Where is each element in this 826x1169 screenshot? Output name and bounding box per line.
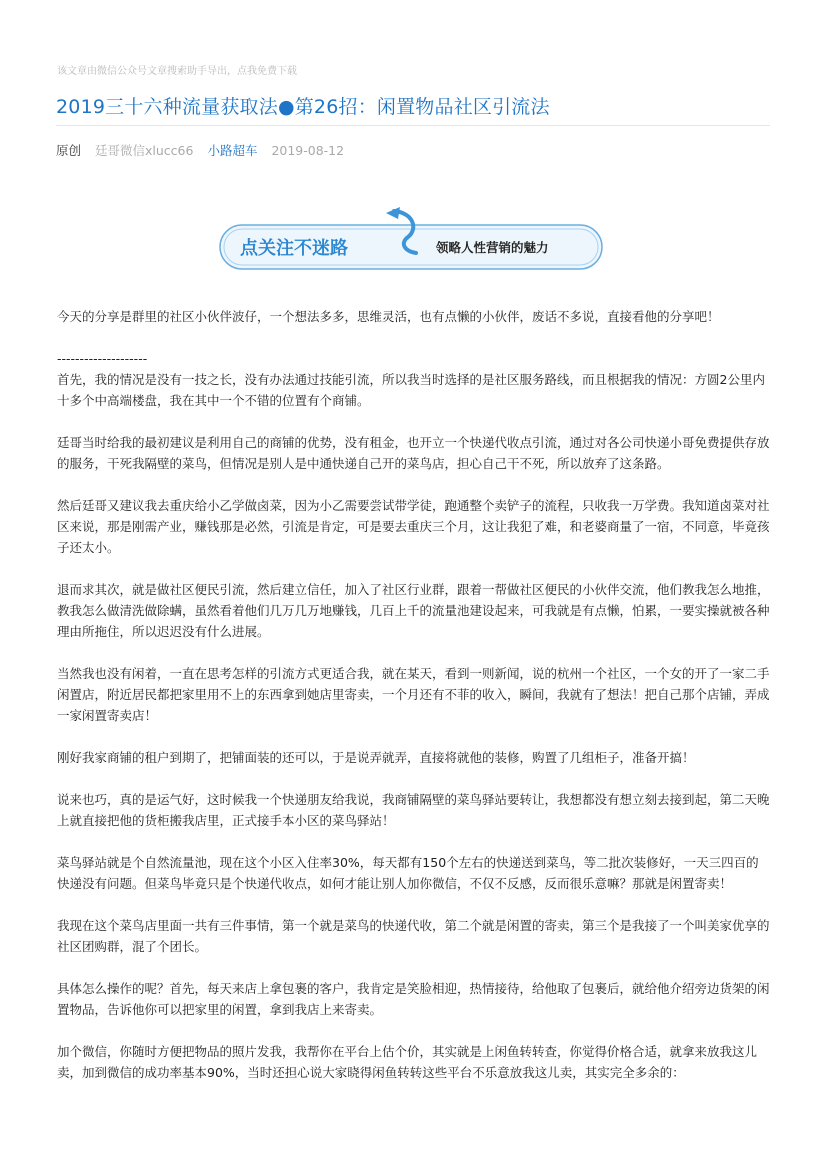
paragraph: 我现在这个菜鸟店里面一共有三件事情，第一个就是菜鸟的快递代收，第二个就是闲置的寄卖，第三个是我接了一个叫美家优享的社区团购群，混了个团长。 [57, 918, 770, 954]
publish-date: 2019-08-12 [271, 143, 345, 158]
article-body [57, 306, 771, 1104]
paragraph: 说来也巧，真的是运气好，这时候我一个快递朋友给我说，我商铺隔壁的菜鸟驿站要转让，我想都没有想立刻去接到起，第二天晚上就直接把他的货柜搬我店里，正式接手本小区的菜鸟驿站！ [57, 792, 770, 828]
author-name: 廷哥微信xlucc66 [95, 143, 194, 158]
original-badge: 原创 [56, 143, 82, 158]
paragraph: 然后廷哥又建议我去重庆给小乙学做卤菜，因为小乙需要尝试带学徒，跑通整个卖铲子的流程，只收我一万学费。我知道卤菜对社区来说，那是刚需产业，赚钱那是必然，引流是肯定，可是要去重庆三个月，这让我犯了难，和老婆商量了一宿，不同意，毕竟孩子还太小。 [57, 498, 770, 555]
paragraph: 当然我也没有闲着，一直在思考怎样的引流方式更适合我，就在某天，看到一则新闻，说的杭州一个社区，一个女的开了一家二手闲置店，附近居民都把家里用不上的东西拿到她店里寄卖，一个月还有不菲的收入，瞬间，我就有了想法！把自己那个店铺，弄成一家闲置寄卖店！ [57, 666, 770, 723]
banner-main-text: 点关注不迷路 [240, 238, 348, 259]
paragraph: 具体怎么操作的呢？首先，每天来店上拿包裹的客户，我肯定是笑脸相迎，热情接待，给他取了包裹后，就给他介绍旁边货架的闲置物品，告诉他你可以把家里的闲置，拿到我店上来寄卖。 [57, 981, 770, 1017]
follow-banner [218, 207, 604, 273]
paragraph: 菜鸟驿站就是个自然流量池，现在这个小区入住率30%，每天都有150个左右的快递送到菜鸟，等二批次装修好，一天三四百的快递没有问题。但菜鸟毕竟只是个快递代收点，如何才能让别人加你微信，不仅不反感，反而很乐意嘛？那就是闲置寄卖！ [57, 855, 759, 891]
paragraph: 首先，我的情况是没有一技之长，没有办法通过技能引流，所以我当时选择的是社区服务路线，而且根据我的情况：方圆2公里内十多个中高端楼盘，我在其中一个不错的位置有个商铺。 [57, 372, 765, 408]
article-meta [56, 141, 354, 159]
paragraph: 廷哥当时给我的最初建议是利用自己的商铺的优势，没有租金，也开立一个快递代收点引流，通过对各公司快递小哥免费提供存放的服务，干死我隔壁的菜鸟，但情况是别人是中通快递自己开的菜鸟店，担心自己干不死，所以放弃了这条路。 [57, 435, 770, 471]
article-title: 2019三十六种流量获取法●第26招：闲置物品社区引流法 [56, 96, 550, 118]
paragraph: 刚好我家商铺的租户到期了，把铺面装的还可以，于是说弄就弄，直接将就他的装修，购置了几组柜子，准备开搞！ [57, 750, 695, 765]
paragraph: 加个微信，你随时方便把物品的照片发我，我帮你在平台上估个价，其实就是上闲鱼转转查，你觉得价格合适，就拿来放我这儿卖，加到微信的成功率基本90%，当时还担心说大家晓得闲鱼转转这些平台不乐意放我这儿卖，其实完全多余的： [57, 1044, 758, 1080]
account-link[interactable]: 小路超车 [207, 143, 258, 158]
paragraph: 退而求其次，就是做社区便民引流，然后建立信任，加入了社区行业群，跟着一帮做社区便民的小伙伴交流，他们教我怎么地推，教我怎么做清洗做除螨，虽然看着他们几万几万地赚钱，几百上千的流量池建设起来，可我就是有点懒，怕累，一要实操就被各种理由所拖住，所以迟迟没有什么进展。 [57, 582, 770, 639]
title-divider [56, 125, 770, 126]
separator-line: -------------------- [57, 351, 148, 366]
paragraph: 今天的分享是群里的社区小伙伴波仔，一个想法多多，思维灵活，也有点懒的小伙伴，废话不多说，直接看他的分享吧！ [57, 309, 720, 324]
banner-side-text: 领略人性营销的魅力 [436, 240, 549, 255]
export-notice-link[interactable]: 该文章由微信公众号文章搜索助手导出，点我免费下载 [57, 66, 297, 77]
